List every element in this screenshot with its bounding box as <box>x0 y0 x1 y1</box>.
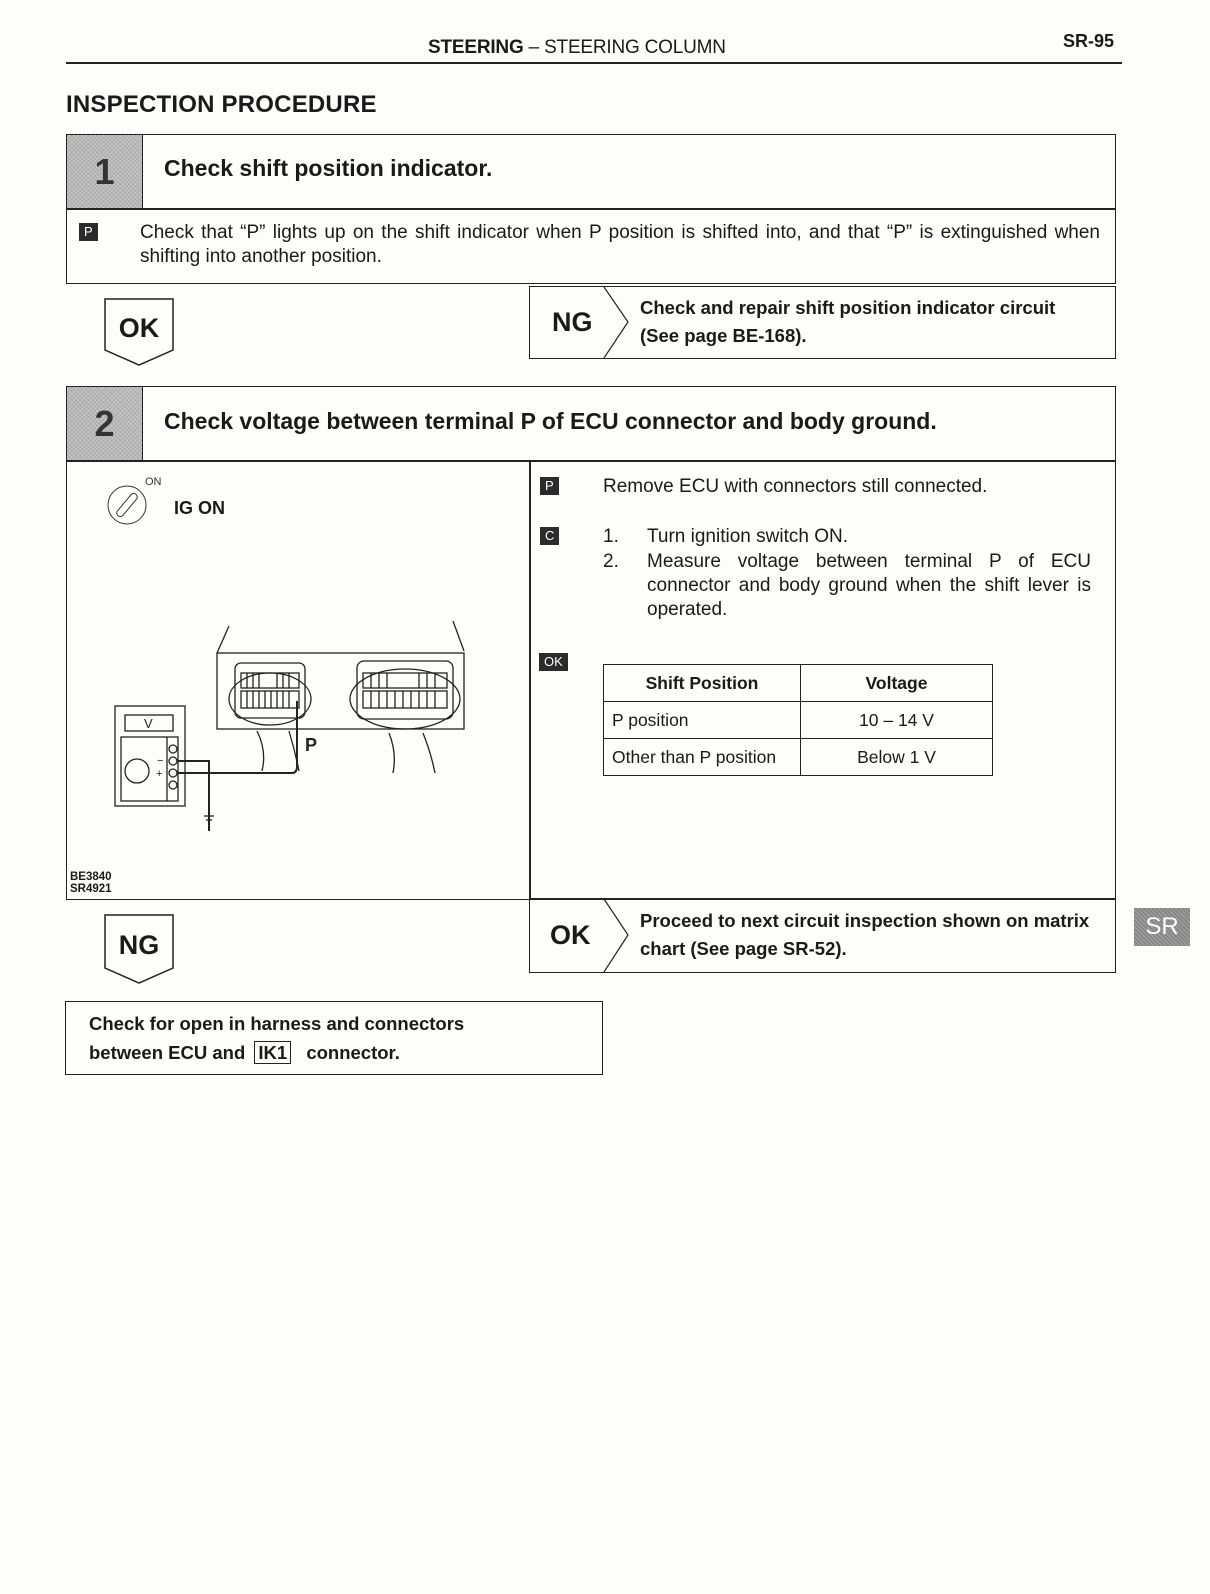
wire-harness <box>389 733 394 773</box>
ecu-edge <box>217 626 229 653</box>
prep-tag: P <box>79 223 98 241</box>
ecu-diagram <box>67 601 532 851</box>
header-rule <box>66 62 1122 64</box>
step-2-ok-label: OK <box>550 920 591 950</box>
step-1-number: 1 <box>67 135 143 208</box>
step-2-ok-action: Proceed to next circuit inspection shown on matrix chart (See page SR-52). <box>640 910 1090 959</box>
spec-header-shift-position: Shift Position <box>604 665 801 702</box>
step-1-ok-label: OK <box>118 313 160 343</box>
figure-ref-code: SR4921 <box>70 883 112 895</box>
chevron-right-icon <box>602 287 632 358</box>
step-2-instructions <box>529 460 1116 900</box>
header-separator: – <box>523 37 545 58</box>
page-title: INSPECTION PROCEDURE <box>66 91 377 118</box>
check-item-number: 1. <box>603 526 619 547</box>
spec-cell-voltage: 10 – 14 V <box>801 702 993 739</box>
prep-text: Remove ECU with connectors still connected. <box>603 476 988 497</box>
check-item-text: Measure voltage between terminal P of ECU connector and body ground when the shift lever is operated. <box>647 551 1091 620</box>
spec-cell-position: P position <box>604 702 801 739</box>
check-item-number: 2. <box>603 551 619 572</box>
meter-unit-label: V <box>144 716 153 731</box>
wire-harness <box>257 731 264 771</box>
illustration-panel <box>66 460 531 900</box>
page-number: SR-95 <box>1063 31 1115 51</box>
check-item-text: Turn ignition switch ON. <box>647 526 848 547</box>
ng-action-text: between ECU and <box>89 1042 246 1063</box>
step-1-instruction-text: Check that “P” lights up on the shift indicator when P position is shifted into, and that “P” is extinguished when shifting into another position. <box>140 222 1100 267</box>
step-1-header <box>66 134 1116 210</box>
figure-ref-codes <box>70 871 112 895</box>
wire-harness <box>423 733 435 773</box>
chevron-right-icon <box>602 899 632 972</box>
meter-plus-label: + <box>156 768 163 780</box>
header-subsection: STEERING COLUMN <box>544 37 726 58</box>
spec-table <box>603 664 993 776</box>
ecu-connector-right <box>350 661 460 729</box>
step-2-ng-label: NG <box>118 930 160 960</box>
ecu-connector-left <box>229 663 311 725</box>
terminal-p-label: P <box>305 735 318 755</box>
check-tag: C <box>540 527 559 545</box>
step-1-ng-action: Check and repair shift position indicator circuit (See page BE-168). <box>640 297 1056 346</box>
step-1-ok-arrow[interactable] <box>104 298 174 366</box>
step-2-number: 2 <box>67 387 143 460</box>
step-2-ng-action-line-1: Check for open in harness and connectors <box>89 1013 465 1034</box>
spec-cell-voltage: Below 1 V <box>801 739 993 776</box>
spec-header-voltage: Voltage <box>801 665 993 702</box>
running-header <box>428 37 726 59</box>
table-row <box>604 702 993 739</box>
section-tab-sr[interactable]: SR <box>1134 908 1190 946</box>
figure-ref-code: BE3840 <box>70 871 112 883</box>
ignition-key-icon <box>107 481 157 531</box>
step-2-ng-arrow[interactable] <box>104 914 174 984</box>
meter-minus-label: − <box>157 755 164 767</box>
ecu-edge <box>453 621 464 651</box>
step-2-ng-action-line-2 <box>89 1039 400 1067</box>
spec-table-header <box>604 665 993 702</box>
ignition-caption: IG ON <box>174 498 226 518</box>
step-1-instructions <box>66 208 1116 284</box>
header-section: STEERING <box>428 37 524 58</box>
table-row <box>604 739 993 776</box>
step-2-title: Check voltage between terminal P of ECU connector and body ground. <box>164 408 937 434</box>
step-2-header <box>66 386 1116 462</box>
step-2-ng-result[interactable] <box>65 1001 603 1075</box>
ignition-on-marker: ON <box>145 476 162 488</box>
spec-cell-position: Other than P position <box>604 739 801 776</box>
step-1-ng-label: NG <box>552 307 593 337</box>
ng-action-text: connector. <box>306 1042 400 1063</box>
step-1-title: Check shift position indicator. <box>164 155 493 181</box>
prep-tag: P <box>540 477 559 495</box>
ok-tag: OK <box>539 653 568 671</box>
step-2-ok-result[interactable] <box>529 898 1116 973</box>
step-1-ng-result[interactable] <box>529 286 1116 359</box>
connector-code-badge: IK1 <box>254 1041 291 1064</box>
